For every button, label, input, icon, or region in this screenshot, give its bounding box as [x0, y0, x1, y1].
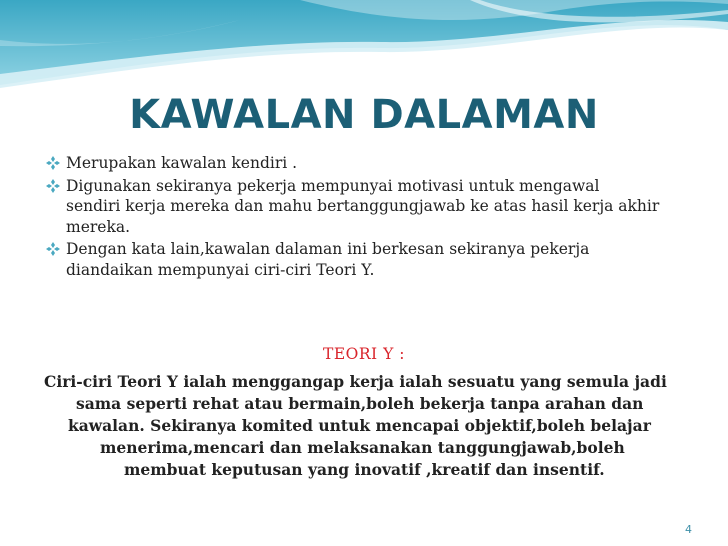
bullet-line: Merupakan kawalan kendiri .	[66, 154, 298, 172]
bullet-item	[46, 239, 696, 280]
paragraph-line: kawalan. Sekiranya komited untuk mencapai objektif,boleh belajar	[68, 416, 651, 435]
bullet-line: sendiri kerja mereka dan mahu bertanggungjawab ke atas hasil kerja akhir	[66, 197, 660, 215]
diamond-bullet-icon	[46, 179, 60, 193]
theory-paragraph	[44, 371, 704, 481]
bullet-item	[46, 153, 696, 174]
diamond-bullet-icon	[46, 242, 60, 256]
section-subheading: TEORI Y :	[323, 345, 405, 363]
diamond-bullet-icon	[46, 156, 60, 170]
bullet-line: Digunakan sekiranya pekerja mempunyai motivasi untuk mengawal	[66, 176, 600, 195]
bullet-line: diandaikan mempunyai ciri-ciri Teori Y.	[66, 260, 375, 279]
paragraph-line: membuat keputusan yang inovatif ,kreatif dan insentif.	[124, 460, 605, 479]
slide-title: KAWALAN DALAMAN	[129, 92, 599, 138]
header-wave-decoration	[0, 0, 728, 95]
bullet-list	[46, 153, 696, 282]
paragraph-line: Ciri-ciri Teori Y ialah menggangap kerja ialah sesuatu yang semula jadi	[44, 372, 667, 391]
bullet-line: Dengan kata lain,kawalan dalaman ini berkesan sekiranya pekerja	[66, 240, 590, 258]
paragraph-line: sama seperti rehat atau bermain,boleh bekerja tanpa arahan dan	[76, 394, 644, 413]
paragraph-line: menerima,mencari dan melaksanakan tanggungjawab,boleh	[100, 438, 625, 457]
slide-number: 4	[685, 523, 692, 536]
bullet-line: mereka.	[66, 217, 131, 236]
bullet-item	[46, 176, 696, 238]
